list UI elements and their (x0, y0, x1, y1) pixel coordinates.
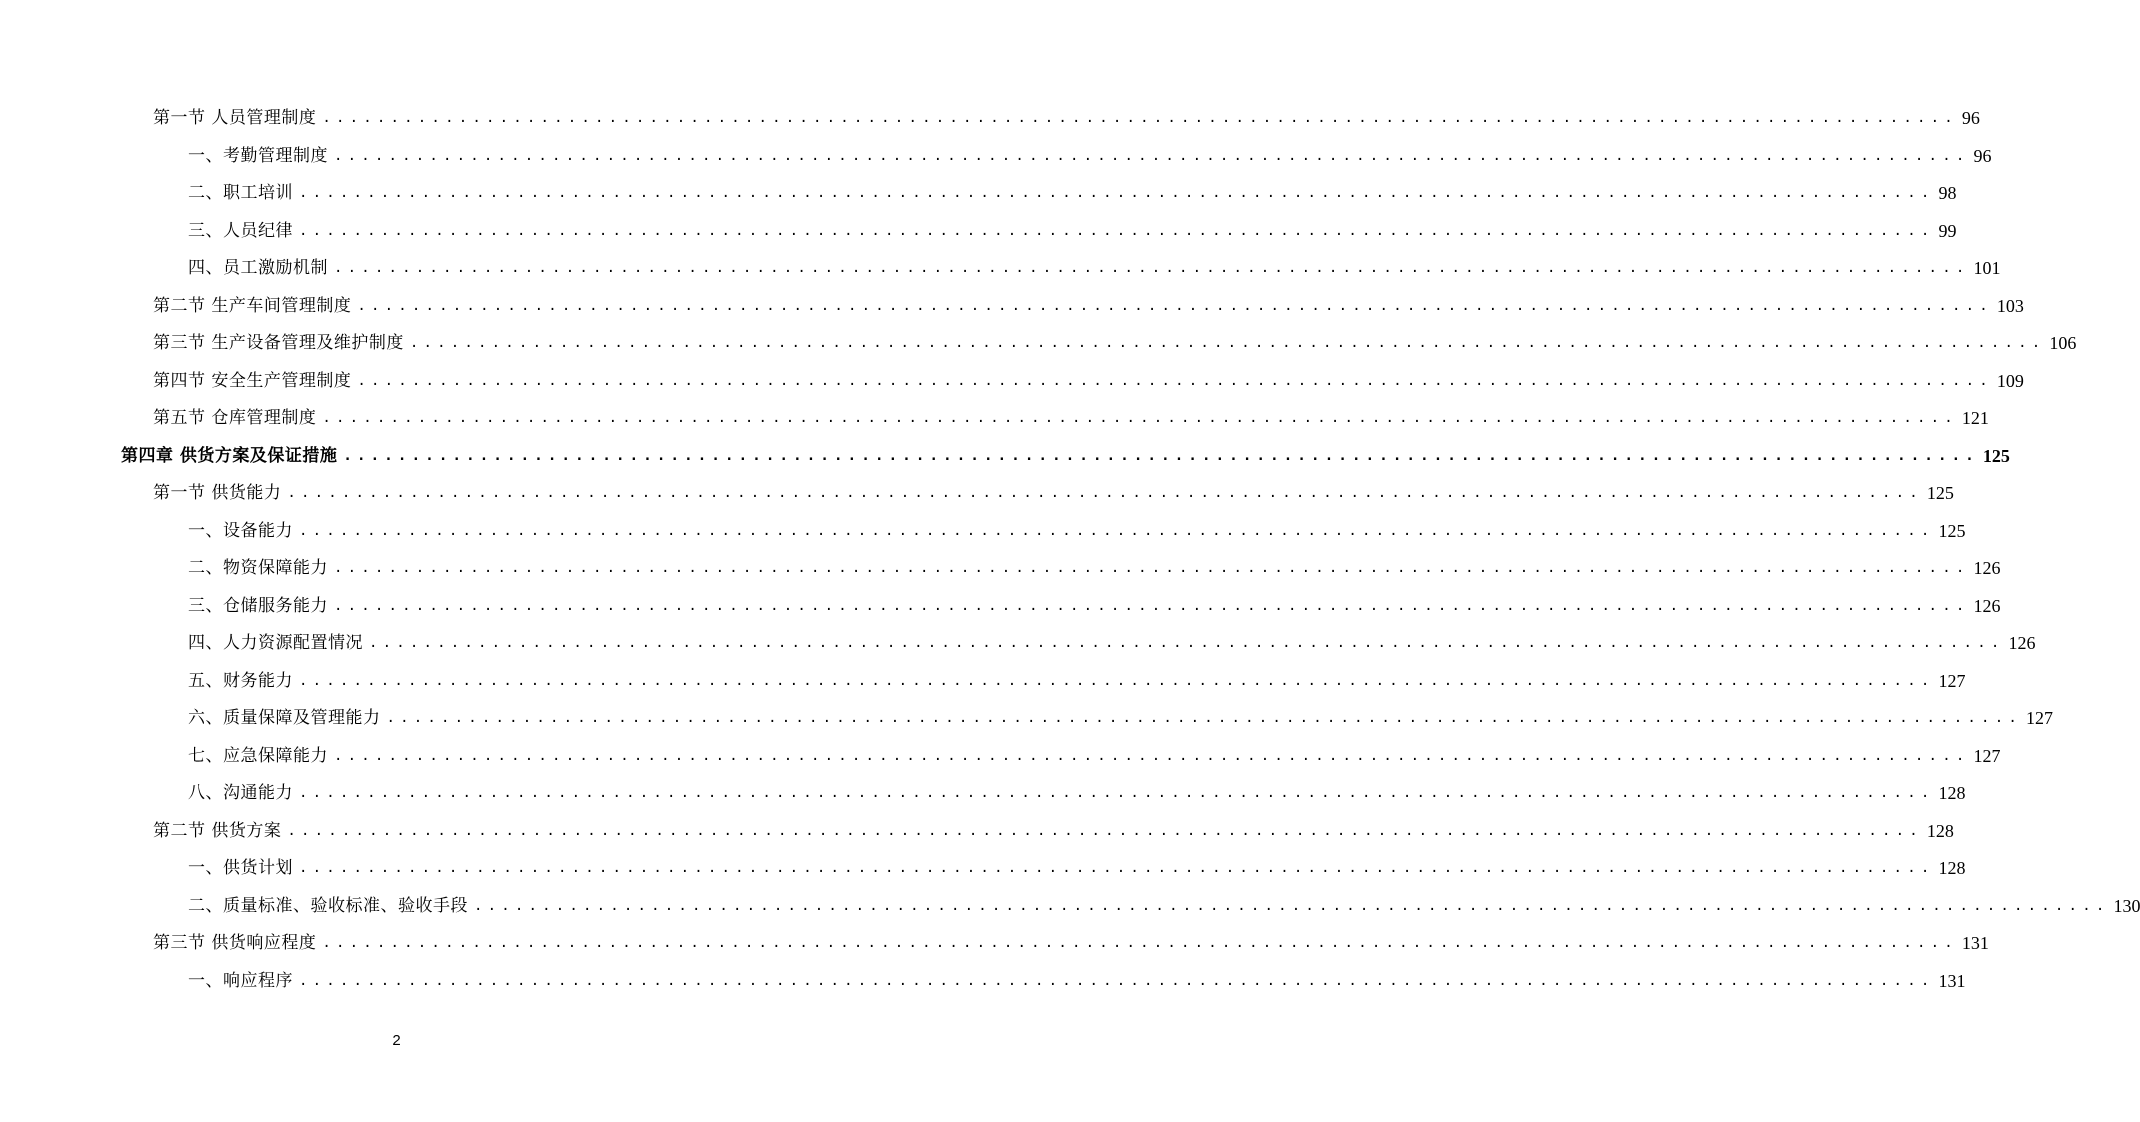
toc-entry-page: 96 (1973, 145, 1992, 166)
dot-leader: ........................................................................................................................ (334, 560, 1970, 576)
toc-entry[interactable] (0, 775, 1966, 813)
toc-entry[interactable] (0, 663, 1966, 701)
toc-entry-page: 127 (1973, 745, 2001, 766)
toc-entry[interactable] (0, 288, 2024, 326)
toc-entry-page: 98 (1938, 183, 1957, 203)
toc-entry[interactable] (0, 700, 2053, 738)
toc-entry-page: 127 (2025, 708, 2053, 728)
toc-entry-title: 第二节 供货方案 (153, 820, 282, 841)
toc-entry[interactable] (0, 625, 2036, 663)
toc-entry-title: 第一节 供货能力 (153, 483, 282, 503)
dot-leader: ........................................................................................................................ (343, 447, 1979, 464)
dot-leader: ........................................................................................................................ (357, 297, 1993, 314)
toc-entry-page: 128 (1926, 820, 1954, 841)
toc-entry-page: 131 (1938, 970, 1966, 991)
dot-leader: ........................................................................................................................ (299, 972, 1935, 989)
toc-entry-title: 第一节 人员管理制度 (153, 108, 317, 128)
toc-entry-title: 四、员工激励机制 (188, 258, 328, 278)
toc-entry[interactable] (0, 738, 2001, 776)
toc-entry[interactable] (0, 325, 2077, 363)
toc-entry-title: 二、质量标准、验收标准、验收手段 (188, 895, 468, 916)
table-of-contents (0, 100, 2140, 1000)
dot-leader: ........................................................................................................................ (334, 260, 1970, 276)
toc-entry-page: 121 (1961, 408, 1989, 428)
toc-entry-page: 128 (1938, 783, 1966, 803)
toc-entry[interactable] (0, 175, 1957, 213)
toc-entry-page: 106 (2049, 333, 2077, 353)
toc-entry[interactable] (0, 925, 1989, 963)
dot-leader: ........................................................................................................................ (322, 110, 1958, 126)
dot-leader: ........................................................................................................................ (322, 935, 1958, 951)
toc-entry-title: 第三节 供货响应程度 (153, 933, 317, 953)
toc-entry-page: 126 (1973, 558, 2001, 578)
toc-entry-title: 三、仓储服务能力 (188, 595, 328, 616)
toc-entry-page: 103 (1996, 295, 2024, 316)
dot-leader: ........................................................................................................................ (334, 147, 1970, 164)
toc-entry[interactable] (0, 475, 1954, 513)
dot-leader: ........................................................................................................................ (299, 785, 1935, 801)
toc-entry-title: 第三节 生产设备管理及维护制度 (153, 333, 404, 353)
dot-leader: ........................................................................................................................ (299, 860, 1935, 876)
dot-leader: ........................................................................................................................ (334, 597, 1970, 614)
toc-entry-title: 五、财务能力 (188, 670, 293, 691)
toc-entry-page: 131 (1961, 933, 1989, 953)
toc-entry-page: 99 (1938, 220, 1957, 241)
toc-entry-page: 125 (1938, 520, 1966, 541)
dot-leader: ........................................................................................................................ (287, 822, 1923, 839)
dot-leader: ........................................................................................................................ (299, 222, 1935, 239)
toc-entry[interactable] (0, 888, 2140, 926)
toc-entry[interactable] (0, 363, 2024, 401)
dot-leader: ........................................................................................................................ (287, 485, 1923, 501)
dot-leader: ........................................................................................................................ (299, 672, 1935, 689)
toc-entry[interactable] (0, 138, 1992, 176)
dot-leader: ........................................................................................................................ (322, 410, 1958, 426)
toc-entry-page: 96 (1961, 108, 1980, 128)
toc-entry-page: 125 (1982, 445, 2010, 466)
dot-leader: ........................................................................................................................ (334, 747, 1970, 764)
dot-leader: ........................................................................................................................ (357, 372, 1993, 389)
toc-entry-page: 128 (1938, 858, 1966, 878)
toc-entry-title: 一、考勤管理制度 (188, 145, 328, 166)
toc-entry-page: 125 (1926, 483, 1954, 503)
toc-entry[interactable] (0, 963, 1966, 1001)
toc-entry[interactable] (0, 100, 1980, 138)
toc-entry-title: 二、职工培训 (188, 183, 293, 203)
toc-entry-page: 101 (1973, 258, 2001, 278)
toc-entry[interactable] (0, 438, 2010, 476)
toc-entry-title: 一、响应程序 (188, 970, 293, 991)
page-number: 2 (392, 1032, 401, 1049)
toc-entry-title: 第四章 供货方案及保证措施 (121, 445, 338, 466)
toc-entry-title: 第二节 生产车间管理制度 (153, 295, 352, 316)
dot-leader: ........................................................................................................................ (299, 522, 1935, 539)
toc-entry[interactable] (0, 813, 1954, 851)
toc-entry[interactable] (0, 550, 2001, 588)
toc-entry-page: 127 (1938, 670, 1966, 691)
toc-entry-title: 六、质量保障及管理能力 (188, 708, 381, 728)
toc-entry-page: 109 (1996, 370, 2024, 391)
toc-entry[interactable] (0, 400, 1989, 438)
toc-entry-title: 一、供货计划 (188, 858, 293, 878)
dot-leader: ........................................................................................................................ (409, 335, 2046, 351)
dot-leader: ........................................................................................................................ (299, 185, 1935, 201)
toc-entry[interactable] (0, 213, 1957, 251)
toc-entry-title: 三、人员纪律 (188, 220, 293, 241)
toc-entry[interactable] (0, 513, 1966, 551)
toc-entry-title: 第四节 安全生产管理制度 (153, 370, 352, 391)
toc-entry[interactable] (0, 250, 2001, 288)
dot-leader: ........................................................................................................................ (386, 710, 2022, 726)
toc-entry-title: 四、人力资源配置情况 (188, 633, 363, 653)
toc-entry-title: 一、设备能力 (188, 520, 293, 541)
toc-entry-title: 七、应急保障能力 (188, 745, 328, 766)
dot-leader: ........................................................................................................................ (369, 635, 2005, 651)
toc-entry-page: 126 (1973, 595, 2001, 616)
toc-entry[interactable] (0, 588, 2001, 626)
toc-entry-page: 126 (2008, 633, 2036, 653)
toc-entry-page: 130 (2113, 895, 2140, 916)
toc-entry[interactable] (0, 850, 1966, 888)
toc-entry-title: 二、物资保障能力 (188, 558, 328, 578)
toc-entry-title: 第五节 仓库管理制度 (153, 408, 317, 428)
dot-leader: ........................................................................................................................ (474, 897, 2110, 914)
toc-entry-title: 八、沟通能力 (188, 783, 293, 803)
